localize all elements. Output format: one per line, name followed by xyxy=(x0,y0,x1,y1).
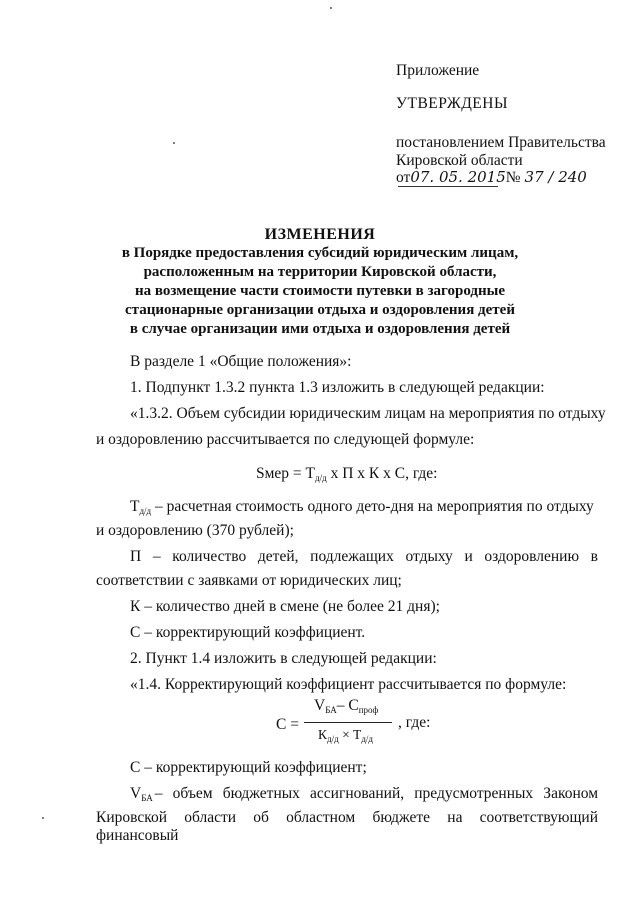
definition-t-sub: д/д xyxy=(139,506,152,516)
definition-v-line-2: Кировской области об областном бюджете на соответствующий финансовый xyxy=(96,809,598,844)
decree-line-1: постановлением Правительства xyxy=(396,134,606,151)
definition-t-line-1 xyxy=(130,498,598,516)
definition-p-line-2: соответствии с заявками от юридических лиц; xyxy=(96,572,402,589)
number-prefix: № xyxy=(505,169,521,186)
definition-p-line-1: П – количество детей, подлежащих отдыху и оздоровлению в xyxy=(130,548,598,565)
numerator-minus-c: – С xyxy=(336,697,359,714)
definition-v-sub: БА xyxy=(141,793,153,803)
formula-2-numerator xyxy=(314,697,378,715)
denominator-k: К xyxy=(318,727,328,742)
title-line-3: на возмещение части стоимости путевки в загородные xyxy=(134,283,505,299)
paragraph-132-line-1: «1.3.2. Объем субсидии юридическим лицам на мероприятия по отдыху xyxy=(130,405,606,422)
document-title: ИЗМЕНЕНИЯ xyxy=(264,226,376,243)
fraction-bar xyxy=(304,722,392,723)
definition-t-line-2: и оздоровлению (370 рублей); xyxy=(96,522,294,539)
decree-line-2: Кировской области xyxy=(396,152,523,169)
item-1: 1. Подпункт 1.3.2 пункта 1.3 изложить в следующей редакции: xyxy=(130,379,545,396)
definition-v-text: – объем бюджетных ассигнований, предусмотренных Законом xyxy=(154,785,598,802)
date-prefix: от xyxy=(396,169,411,186)
definition-t-text: – расчетная стоимость одного дето-дня на мероприятия по отдыху xyxy=(151,498,594,515)
title-line-5: в случае организации ими отдыха и оздоровления детей xyxy=(129,321,511,337)
appendix-label: Приложение xyxy=(396,62,480,79)
paragraph-14: «1.4. Корректирующий коэффициент рассчитывается по формуле: xyxy=(130,676,567,693)
formula-2-tail: , где: xyxy=(398,714,431,731)
decree-date-line xyxy=(396,168,587,187)
definition-c: С – корректирующий коэффициент. xyxy=(130,624,366,641)
title-line-4: стационарные организации отдыха и оздоровления детей xyxy=(125,302,515,318)
formula-2-denominator xyxy=(318,727,373,744)
formula-1 xyxy=(256,465,437,483)
paragraph-132-line-2: и оздоровлению рассчитывается по следующей формуле: xyxy=(96,431,475,448)
title-line-2: расположенным на территории Кировской области, xyxy=(143,264,497,280)
item-2: 2. Пункт 1.4 изложить в следующей редакции: xyxy=(130,650,437,667)
date-underline xyxy=(398,186,498,187)
formula-1-sub: д/д xyxy=(315,473,327,483)
definition-v-symbol: V xyxy=(130,785,142,802)
scan-speck xyxy=(173,142,175,144)
section-heading: В разделе 1 «Общие положения»: xyxy=(130,353,352,370)
denominator-t-sub: д/д xyxy=(361,734,373,744)
handwritten-date: 07. 05. 2015 xyxy=(410,168,506,186)
definition-t-symbol: Т xyxy=(130,498,140,515)
scan-speck xyxy=(42,817,44,819)
numerator-v: V xyxy=(314,697,326,714)
definition-c2: С – корректирующий коэффициент; xyxy=(130,759,367,776)
definition-v-line-1 xyxy=(130,785,598,803)
title-line-1: в Порядке предоставления субсидий юридическим лицам, xyxy=(121,245,519,261)
numerator-v-sub: БА xyxy=(325,705,337,715)
scan-speck xyxy=(330,7,332,9)
formula-1-rhs: х П х К х С, где: xyxy=(326,465,438,482)
denominator-times-t: × Т xyxy=(338,727,362,742)
handwritten-number: 37 / 240 xyxy=(524,168,587,186)
definition-k: К – количество дней в смене (не более 21 дня); xyxy=(130,598,440,615)
formula-1-lhs: Sмер = Т xyxy=(256,465,316,482)
denominator-k-sub: д/д xyxy=(327,734,339,744)
approved-label: УТВЕРЖДЕНЫ xyxy=(396,95,508,112)
numerator-c-sub: проф xyxy=(358,705,379,715)
formula-2-lhs: С = xyxy=(276,716,299,733)
